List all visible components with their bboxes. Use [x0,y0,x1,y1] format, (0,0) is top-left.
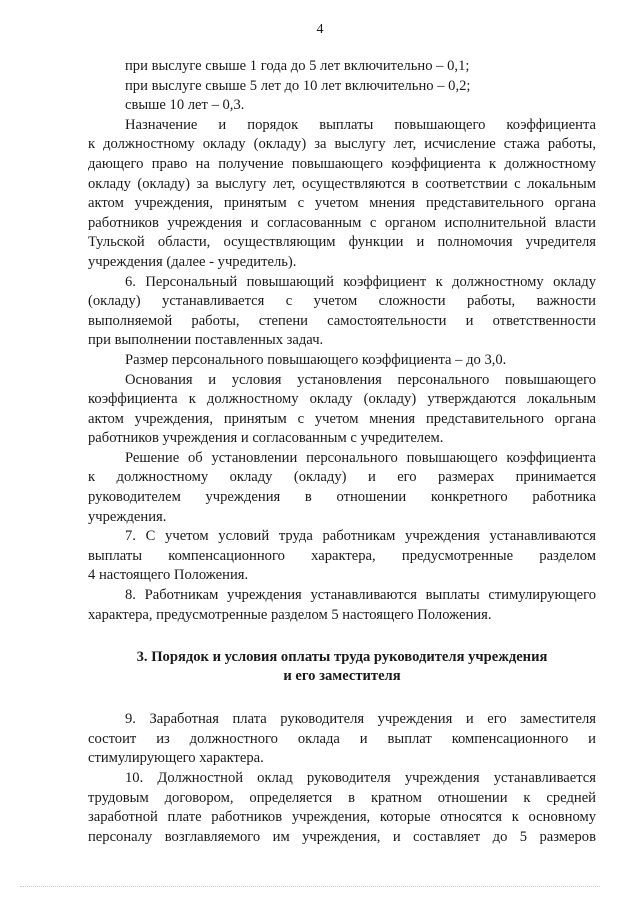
paragraph-6 [88,273,596,351]
text-line: дающего право на получение повышающего коэффициента к должностному [88,155,596,172]
paragraph-appointment [88,116,596,273]
heading-line: и его заместителя [283,668,401,685]
text-line: Основания и условия установления персонального повышающего [125,371,596,388]
text-line: работников учреждения и согласованным с учредителем. [88,430,444,447]
text-line: при выполнении поставленных задач. [88,332,324,349]
text-line: к должностному окладу (окладу) и его размерах принимается [88,469,596,486]
text-line: окладу (окладу) за выслугу лет, осуществляются в соответствии с локальным [88,175,596,192]
paragraph-size: Размер персонального повышающего коэффициента – до 3,0. [125,351,507,368]
paragraph-9 [88,710,596,769]
paragraph-8 [88,586,596,625]
page-number: 4 [316,22,324,37]
text-line: Тульской области, осуществляющим функции и полномочия учредителя [88,234,596,251]
text-line: стимулирующего характера. [88,750,264,767]
text-line: характера, предусмотренные разделом 5 настоящего Положения. [88,606,492,623]
text-line: учреждения. [88,508,167,525]
text-line: коэффициента к должностному окладу (окладу) утверждаются локальным [88,391,596,408]
section-heading [88,648,596,686]
text-line: свыше 10 лет – 0,3. [125,97,245,114]
text-line: персоналу возглавляемого им учреждения, и составляет до 5 размеров [88,828,596,845]
text-line: заработной плате работников учреждения, которые относятся к основному [88,809,596,826]
text-line: работников учреждения и согласованным с органом исполнительной власти [88,214,596,231]
text-line: Назначение и порядок выплаты повышающего коэффициента [125,116,596,133]
text-line: Решение об установлении персонального повышающего коэффициента [125,449,596,466]
paragraph-7 [88,527,596,586]
text-line: учреждения (далее - учредитель). [88,253,297,270]
scan-artifact-line [20,886,600,887]
document-body [88,57,596,847]
text-line: выплаты компенсационного характера, предусмотренные разделом [88,547,596,564]
text-line: состоит из должностного оклада и выплат компенсационного и [88,730,596,747]
text-line: (окладу) устанавливается с учетом сложности работы, важности [88,293,596,310]
text-line: при выслуге свыше 5 лет до 10 лет включительно – 0,2; [125,77,471,94]
text-line: при выслуге свыше 1 года до 5 лет включительно – 0,1; [125,58,470,74]
heading-line: 3. Порядок и условия оплаты труда руководителя учреждения [136,649,548,666]
paragraph-decision [88,449,596,527]
text-line: 4 настоящего Положения. [88,567,249,584]
text-line: 6. Персональный повышающий коэффициент к должностному окладу [125,273,596,290]
text-line: актом учреждения, принятым с учетом мнения представительного органа [88,410,596,427]
text-line: 7. С учетом условий труда работникам учреждения устанавливаются [125,528,596,545]
text-line: 8. Работникам учреждения устанавливаются выплаты стимулирующего [125,587,596,604]
text-line: 9. Заработная плата руководителя учреждения и его заместителя [125,711,596,728]
paragraph-10 [88,769,596,847]
paragraph-basis [88,371,596,449]
text-line: трудовым договором, определяется в кратном отношении к средней [88,789,596,806]
text-line: актом учреждения, принятым с учетом мнения представительного органа [88,195,596,212]
text-line: 10. Должностной оклад руководителя учреждения устанавливается [125,770,596,786]
text-line: выполняемой работы, степени самостоятельности и ответственности [88,312,596,329]
text-line: к должностному окладу (окладу) за выслугу лет, исчисление стажа работы, [88,136,596,153]
text-line: руководителем учреждения в отношении конкретного работника [88,489,596,506]
